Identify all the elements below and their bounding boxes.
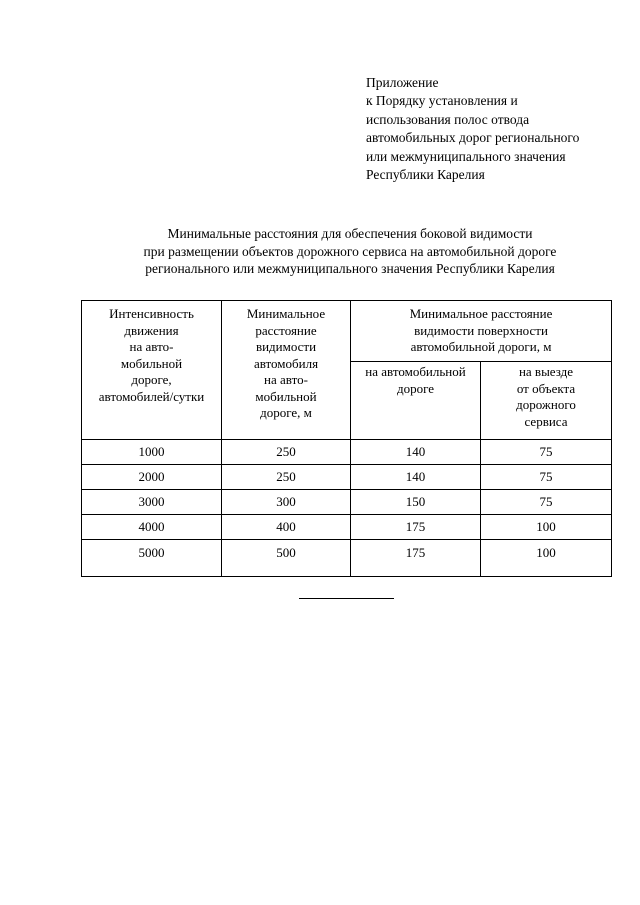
document-title [60,225,640,278]
header-line: автомобильной дороги, м [410,339,552,354]
appendix-block [366,74,631,184]
cell-intensity: 3000 [82,490,222,515]
header-vehicle-visibility [222,301,351,440]
header-line: видимости [255,339,317,354]
cell-intensity: 2000 [82,465,222,490]
header-line: автомобилей/сутки [98,388,205,404]
cell-at-exit: 100 [481,515,612,540]
header-line: Интенсивность [109,306,194,321]
header-line: от объекта [516,380,576,396]
header-line: дорожного [516,397,576,412]
title-line: регионального или межмуниципального значения Республики Карелия [145,261,555,276]
header-at-exit [481,362,612,440]
header-on-road [351,362,481,440]
cell-vehicle-visibility: 250 [222,440,351,465]
cell-at-exit: 75 [481,440,612,465]
cell-on-road: 150 [351,490,481,515]
cell-vehicle-visibility: 400 [222,515,351,540]
header-line: дороге [396,380,435,396]
header-line: движения [124,322,179,338]
cell-at-exit: 75 [481,490,612,515]
table-row [82,465,612,490]
table-row [82,515,612,540]
cell-at-exit: 100 [481,540,612,577]
header-line: на выезде [518,364,574,379]
header-line: на авто- [129,339,174,354]
appendix-line: Приложение [366,75,439,90]
header-line: Минимальное [246,306,326,321]
distances-table [81,300,612,577]
cell-at-exit: 75 [481,465,612,490]
header-line: мобильной [120,355,183,371]
cell-vehicle-visibility: 250 [222,465,351,490]
appendix-line: или межмуниципального значения [366,148,566,164]
table-row [82,540,612,577]
title-line: при размещении объектов дорожного сервиса на автомобильной дороге [143,243,557,259]
appendix-line: автомобильных дорог регионального [366,130,580,146]
header-line: Минимальное расстояние [409,306,553,321]
cell-on-road: 140 [351,465,481,490]
header-line: сервиса [524,413,568,429]
appendix-line: к Порядку установления и [366,93,518,109]
cell-vehicle-visibility: 300 [222,490,351,515]
header-line: на авто- [264,372,308,387]
cell-on-road: 140 [351,440,481,465]
header-intensity [82,301,222,440]
header-line: дороге, [131,372,172,387]
appendix-line: использования полос отвода [366,111,530,127]
cell-intensity: 5000 [82,540,222,577]
appendix-line: Республики Карелия [366,167,485,183]
table-row [82,440,612,465]
header-line: на автомобильной [365,364,466,379]
header-line: автомобиля [253,355,319,371]
cell-intensity: 4000 [82,515,222,540]
cell-vehicle-visibility: 500 [222,540,351,577]
header-line: дороге, м [260,405,312,420]
title-line: Минимальные расстояния для обеспечения боковой видимости [167,226,533,241]
header-line: расстояние [255,322,317,338]
header-line: мобильной [255,388,317,404]
cell-on-road: 175 [351,540,481,577]
closing-line [299,598,394,599]
table-row [82,490,612,515]
table-header-row [82,301,612,362]
cell-intensity: 1000 [82,440,222,465]
cell-on-road: 175 [351,515,481,540]
header-surface-visibility [351,301,612,362]
header-line: видимости поверхности [414,322,548,338]
